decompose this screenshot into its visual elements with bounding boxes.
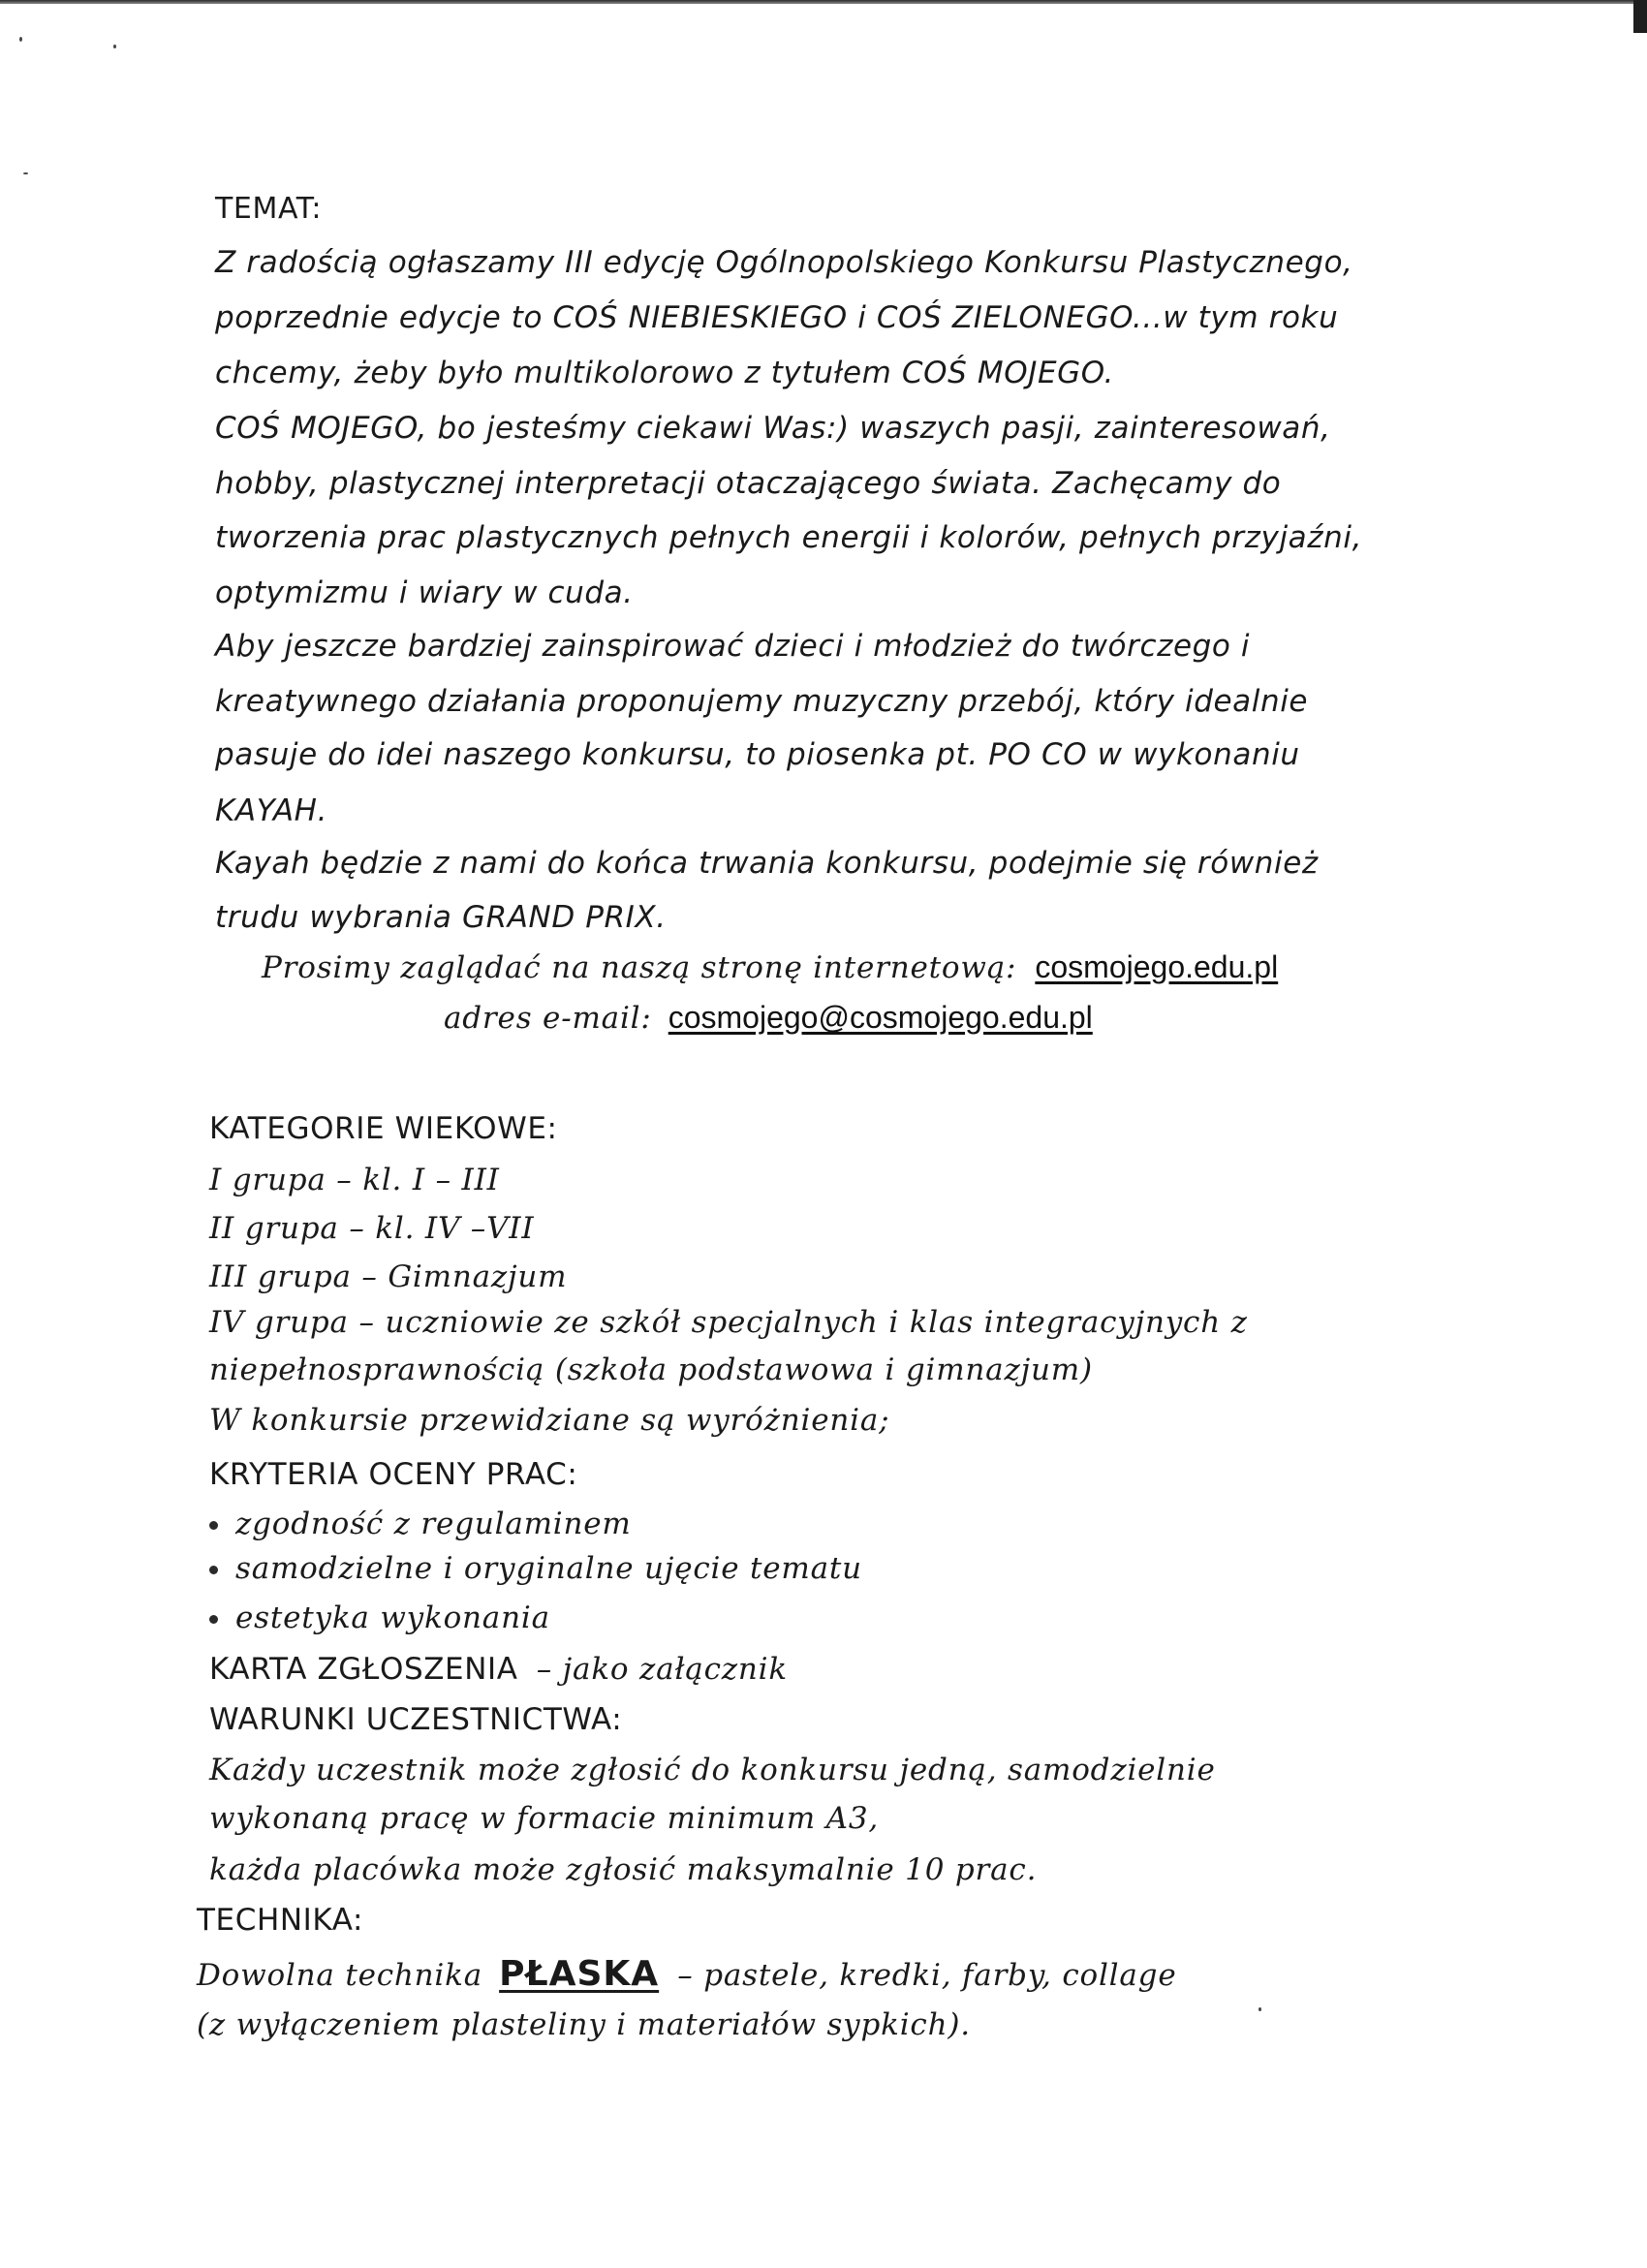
- criteria-item-label: zgodność z regulaminem: [235, 1507, 632, 1541]
- criteria-item: [209, 1509, 632, 1539]
- technique-keyword: PŁASKA: [499, 1954, 660, 1994]
- section-heading-criteria: KRYTERIA OCENY PRAC:: [209, 1457, 578, 1492]
- intro-line: hobby, plastycznej interpretacji otaczającego świata. Zachęcamy do: [215, 466, 1282, 501]
- intro-line: pasuje do idei naszego konkursu, to piosenka pt. PO CO w wykonaniu: [215, 737, 1300, 772]
- age-group-item: I grupa – kl. I – III: [209, 1163, 500, 1197]
- intro-line: kreatywnego działania proponujemy muzyczny przebój, który idealnie: [215, 684, 1309, 719]
- intro-line: KAYAH.: [215, 793, 328, 828]
- entry-card-label: KARTA ZGŁOSZENIA: [209, 1652, 518, 1687]
- conditions-line: Każdy uczestnik może zgłosić do konkursu jedną, samodzielnie: [209, 1753, 1216, 1787]
- technique-line: [197, 1954, 1177, 1994]
- section-heading-conditions: WARUNKI UCZESTNICTWA:: [209, 1702, 623, 1737]
- criteria-item: [209, 1600, 550, 1635]
- age-group-item: niepełnosprawnością (szkoła podstawowa i gimnazjum): [209, 1352, 1093, 1387]
- website-label: Prosimy zaglądać na naszą stronę internetową:: [262, 950, 1017, 985]
- conditions-line: każda placówka może zgłosić maksymalnie 10 prac.: [209, 1852, 1038, 1887]
- conditions-line: wykonaną pracę w formacie minimum A3,: [209, 1801, 880, 1836]
- website-link[interactable]: cosmojego.edu.pl: [1035, 949, 1279, 984]
- age-group-item: III grupa – Gimnazjum: [209, 1259, 568, 1294]
- entry-card-line: [209, 1652, 788, 1687]
- intro-line: Kayah będzie z nami do końca trwania konkursu, podejmie się również: [215, 846, 1319, 881]
- technique-line-2: (z wyłączeniem plasteliny i materiałów sypkich).: [197, 2007, 971, 2042]
- technique-prefix: Dowolna technika: [197, 1958, 483, 1993]
- intro-line: Aby jeszcze bardziej zainspirować dzieci i młodzież do twórczego i: [215, 629, 1251, 664]
- bullet-icon: [209, 1521, 218, 1530]
- email-link[interactable]: cosmojego@cosmojego.edu.pl: [668, 1000, 1093, 1035]
- section-heading-technique: TECHNIKA:: [197, 1903, 364, 1938]
- technique-suffix: – pastele, kredki, farby, collage: [677, 1958, 1177, 1993]
- entry-card-value: – jako załącznik: [536, 1652, 788, 1687]
- criteria-item: [209, 1551, 862, 1586]
- intro-line: poprzednie edycje to COŚ NIEBIESKIEGO i COŚ ZIELONEGO...w tym roku: [215, 300, 1339, 335]
- criteria-item-label: estetyka wykonania: [235, 1600, 550, 1635]
- section-heading-temat: TEMAT:: [215, 192, 323, 226]
- intro-line: trudu wybrania GRAND PRIX.: [215, 900, 667, 935]
- email-line: [444, 1002, 1093, 1034]
- awards-note: W konkursie przewidziane są wyróżnienia;: [209, 1403, 890, 1438]
- bullet-icon: [209, 1615, 218, 1624]
- email-label: adres e-mail:: [444, 1001, 652, 1036]
- age-group-item: IV grupa – uczniowie ze szkół specjalnych i klas integracyjnych z: [209, 1305, 1248, 1340]
- criteria-item-label: samodzielne i oryginalne ujęcie tematu: [235, 1551, 862, 1586]
- section-heading-age-categories: KATEGORIE WIEKOWE:: [209, 1111, 558, 1146]
- intro-line: tworzenia prac plastycznych pełnych energii i kolorów, pełnych przyjaźni,: [215, 520, 1363, 555]
- bullet-icon: [209, 1566, 218, 1574]
- intro-line: chcemy, żeby było multikolorowo z tytułem COŚ MOJEGO.: [215, 356, 1114, 390]
- intro-line: Z radością ogłaszamy III edycję Ogólnopolskiego Konkursu Plastycznego,: [215, 245, 1353, 280]
- age-group-item: II grupa – kl. IV –VII: [209, 1211, 535, 1246]
- intro-line: optymizmu i wiary w cuda.: [215, 575, 634, 610]
- website-line: [262, 951, 1278, 983]
- intro-line: COŚ MOJEGO, bo jesteśmy ciekawi Was:) waszych pasji, zainteresowań,: [215, 411, 1331, 446]
